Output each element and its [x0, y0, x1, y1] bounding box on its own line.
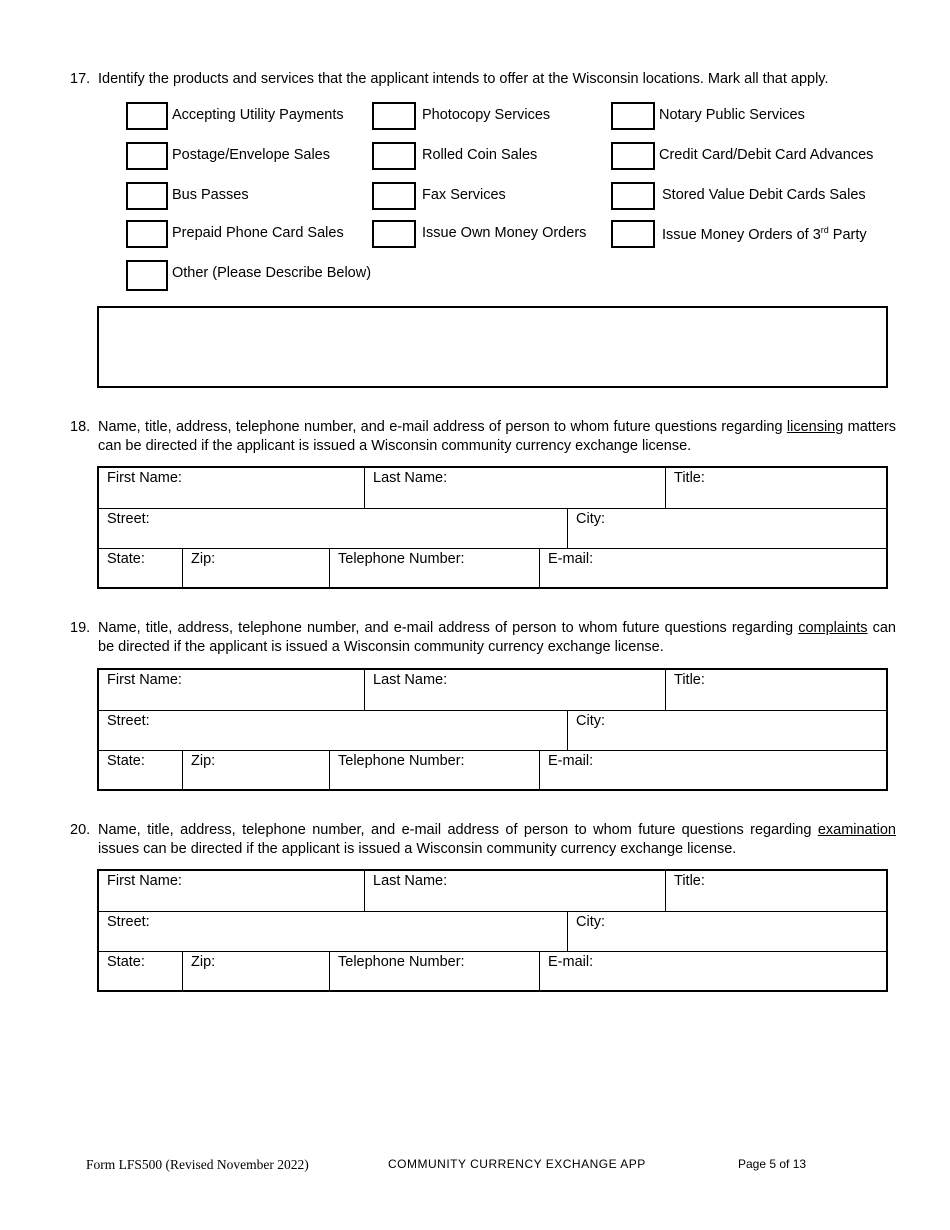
- zip-field[interactable]: [183, 549, 330, 587]
- checkbox[interactable]: [611, 220, 655, 248]
- field-label: Telephone Number:: [338, 753, 465, 769]
- field-label: E-mail:: [548, 551, 594, 567]
- field-label: City:: [576, 713, 605, 729]
- checkbox[interactable]: [372, 220, 416, 248]
- field-label: First Name:: [107, 873, 182, 889]
- street-field[interactable]: [99, 509, 568, 549]
- first-name-field[interactable]: [99, 871, 365, 912]
- checkbox-label: Bus Passes: [172, 187, 249, 203]
- question-number: 17.: [70, 71, 91, 87]
- contact-table-examination: [97, 869, 888, 992]
- underlined-keyword: licensing: [786, 419, 844, 435]
- checkbox-label: Photocopy Services: [422, 107, 551, 123]
- checkbox-label: Stored Value Debit Cards Sales: [662, 187, 866, 203]
- street-field[interactable]: [99, 711, 568, 751]
- zip-field[interactable]: [183, 952, 330, 990]
- state-field[interactable]: [99, 549, 183, 587]
- field-label: E-mail:: [548, 954, 594, 970]
- field-label: State:: [107, 753, 145, 769]
- city-field[interactable]: [568, 509, 886, 549]
- checkbox-label: Prepaid Phone Card Sales: [172, 225, 344, 241]
- checkbox-label: Other (Please Describe Below): [172, 265, 372, 281]
- underlined-keyword: examination: [817, 822, 896, 838]
- checkbox-label: Credit Card/Debit Card Advances: [659, 147, 874, 163]
- field-label: Title:: [674, 873, 705, 889]
- checkbox[interactable]: [372, 182, 416, 210]
- last-name-field[interactable]: [365, 670, 666, 711]
- checkbox-label: Issue Own Money Orders: [422, 225, 587, 241]
- question-text: Identify the products and services that the applicant intends to offer at the Wisconsin locations. Mark all that apply.: [98, 71, 829, 87]
- field-label: Zip:: [191, 551, 216, 567]
- label-part: Party: [828, 226, 867, 243]
- question-text: [98, 821, 896, 859]
- first-name-field[interactable]: [99, 670, 365, 711]
- field-label: Telephone Number:: [338, 954, 465, 970]
- question-number: 20.: [70, 822, 91, 838]
- field-label: First Name:: [107, 470, 182, 486]
- question-text: [98, 418, 896, 456]
- footer-page-number: Page 5 of 13: [738, 1157, 807, 1171]
- checkbox[interactable]: [611, 102, 655, 130]
- checkbox[interactable]: [611, 142, 655, 170]
- checkbox-label: [662, 225, 867, 243]
- text-part: matters can be directed if the applicant is issued a Wisconsin community currency exchange license.: [98, 419, 896, 454]
- last-name-field[interactable]: [365, 468, 666, 509]
- text-part: Name, title, address, telephone number, and e-mail address of person to whom future questions regarding: [98, 822, 818, 838]
- field-label: City:: [576, 914, 605, 930]
- field-label: First Name:: [107, 672, 182, 688]
- checkbox-label: Fax Services: [422, 187, 506, 203]
- last-name-field[interactable]: [365, 871, 666, 912]
- checkbox[interactable]: [126, 142, 168, 170]
- checkbox[interactable]: [372, 142, 416, 170]
- field-label: Title:: [674, 672, 705, 688]
- question-number: 19.: [70, 620, 91, 636]
- checkbox[interactable]: [126, 102, 168, 130]
- email-field[interactable]: [540, 952, 886, 990]
- checkbox[interactable]: [126, 182, 168, 210]
- telephone-field[interactable]: [330, 952, 540, 990]
- checkbox[interactable]: [372, 102, 416, 130]
- first-name-field[interactable]: [99, 468, 365, 509]
- field-label: Zip:: [191, 753, 216, 769]
- checkbox-label: Rolled Coin Sales: [422, 147, 538, 163]
- text-part: Name, title, address, telephone number, and e-mail address of person to whom future questions regarding: [98, 620, 799, 636]
- text-part: Name, title, address, telephone number, and e-mail address of person to whom future questions regarding: [98, 419, 787, 435]
- checkbox[interactable]: [126, 220, 168, 248]
- field-label: Street:: [107, 713, 150, 729]
- footer-form-id: Form LFS500 (Revised November 2022): [86, 1157, 309, 1172]
- label-part: Issue Money Orders of 3: [662, 226, 821, 243]
- contact-table-complaints: [97, 668, 888, 791]
- field-label: Last Name:: [373, 672, 448, 688]
- field-label: Zip:: [191, 954, 216, 970]
- field-label: E-mail:: [548, 753, 594, 769]
- text-part: can be directed if the applicant is issued a Wisconsin community currency exchange license.: [98, 620, 896, 655]
- title-field[interactable]: [666, 468, 886, 509]
- field-label: Telephone Number:: [338, 551, 465, 567]
- title-field[interactable]: [666, 871, 886, 912]
- underlined-keyword: complaints: [798, 620, 868, 636]
- title-field[interactable]: [666, 670, 886, 711]
- telephone-field[interactable]: [330, 751, 540, 789]
- field-label: City:: [576, 511, 605, 527]
- checkbox-label: Accepting Utility Payments: [172, 107, 344, 123]
- field-label: Title:: [674, 470, 705, 486]
- zip-field[interactable]: [183, 751, 330, 789]
- label-superscript: rd: [820, 225, 829, 235]
- email-field[interactable]: [540, 549, 886, 587]
- checkbox-label: Postage/Envelope Sales: [172, 147, 330, 163]
- telephone-field[interactable]: [330, 549, 540, 587]
- footer-title: COMMUNITY CURRENCY EXCHANGE APP: [388, 1157, 646, 1171]
- field-label: Street:: [107, 914, 150, 930]
- street-field[interactable]: [99, 912, 568, 952]
- email-field[interactable]: [540, 751, 886, 789]
- field-label: State:: [107, 954, 145, 970]
- state-field[interactable]: [99, 751, 183, 789]
- field-label: State:: [107, 551, 145, 567]
- field-label: Street:: [107, 511, 150, 527]
- field-label: Last Name:: [373, 873, 448, 889]
- checkbox[interactable]: [126, 260, 168, 291]
- question-text: [98, 619, 896, 657]
- text-part: issues can be directed if the applicant is issued a Wisconsin community currency exchange license.: [98, 841, 737, 857]
- field-label: Last Name:: [373, 470, 448, 486]
- city-field[interactable]: [568, 711, 886, 751]
- contact-table-licensing: [97, 466, 888, 589]
- state-field[interactable]: [99, 952, 183, 990]
- question-number: 18.: [70, 419, 91, 435]
- other-description-field[interactable]: [97, 306, 888, 388]
- city-field[interactable]: [568, 912, 886, 952]
- checkbox[interactable]: [611, 182, 655, 210]
- checkbox-label: Notary Public Services: [659, 107, 805, 123]
